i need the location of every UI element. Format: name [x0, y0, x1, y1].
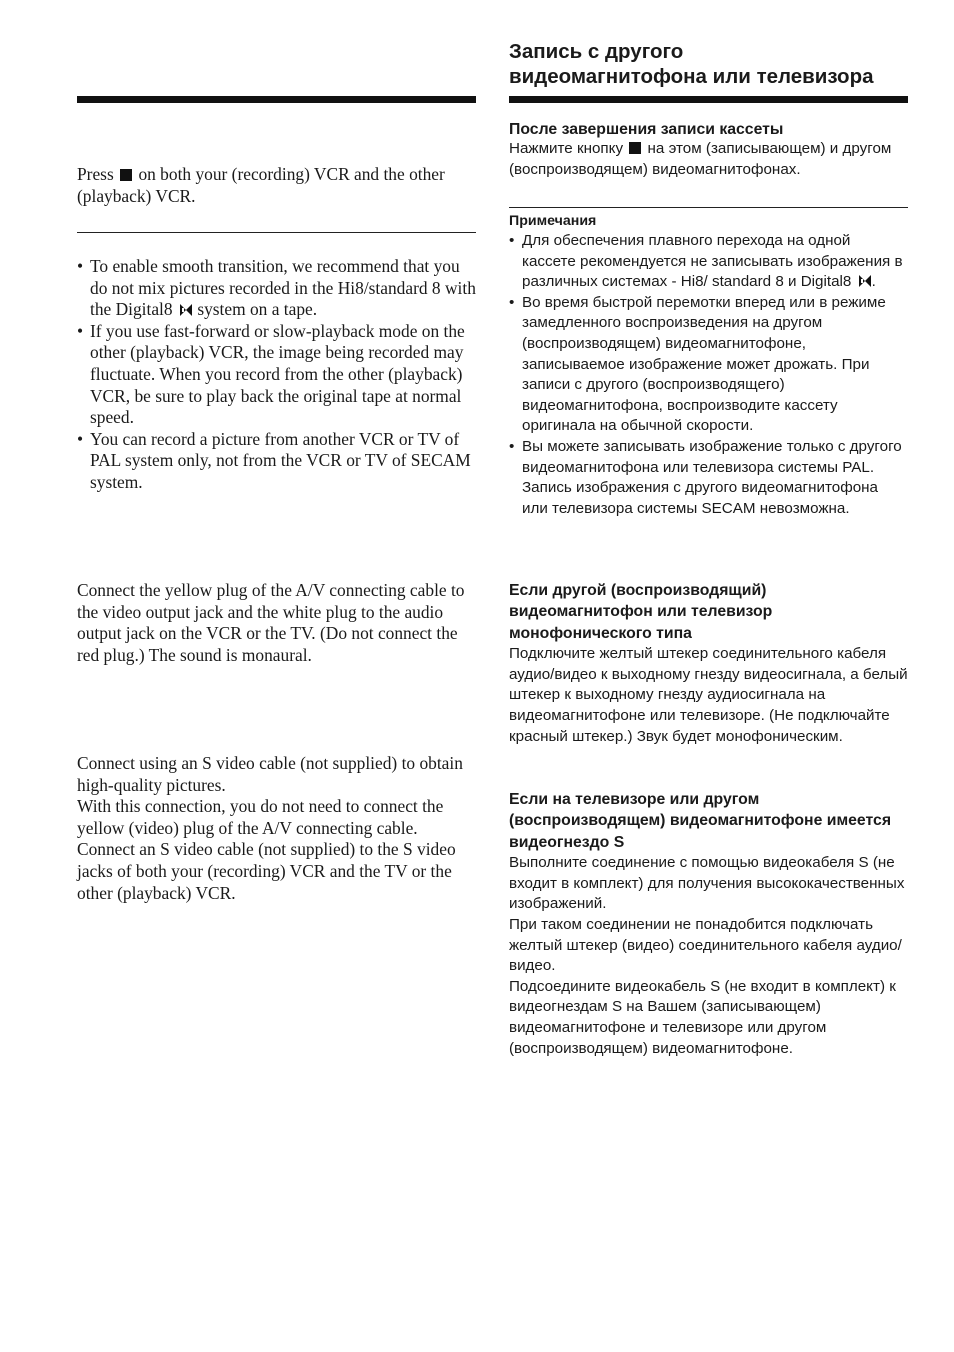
svideo-heading: Если на телевизоре или другом (воспроизводящем) видеомагнитофоне имеется видеогнездо S	[509, 791, 892, 851]
note-item: • Во время быстрой перемотки вперед или в режиме замедленного воспроизведения на другом (воспроизводящем) видеомагнитофоне, записываемое изображение может дрожать. При записи с другого (воспроизводящего) видеомагнитофона, воспроизводите кассету оригинала на обычной скорости.	[509, 293, 886, 435]
notes-rule	[509, 207, 908, 208]
notes-list	[77, 256, 476, 494]
note-item: • Для обеспечения плавного перехода на одной кассете рекомендуется не записывать изображения в различных системах - Hi8/ standard 8 и Digital8 .	[509, 232, 903, 291]
monaural-text: Подключите желтый штекер соединительного кабеля аудио/видео к выходному гнезду видеосигнала, а белый штекер к выходному гнезду аудиосигнала на видеомагнитофоне или телевизоре. (Не подключайте красный штекер.) Звук будет монофоническим.	[509, 645, 908, 745]
note-item: • If you use fast-forward or slow-playback mode on the other (playback) VCR, the image being recorded may fluctuate. When you record from the other (playback) VCR, be sure to play back the original tape at normal speed.	[77, 320, 465, 428]
svideo-section: Если на телевизоре или другом (воспроизводящем) видеомагнитофоне имеется видеогнездо S Выполните соединение с помощью видеокабеля S (не входит в комплект) для получения высококачественных изображений. При таком соединении не понадобится подключать желтый штекер (видео) соединительного кабеля аудио/видео. Подсоедините видеокабель S (не входит в комплект) к видеогнездам S на Вашем (записывающем) видеомагнитофоне и телевизоре или другом (воспроизводящем) видеомагнитофоне.	[509, 789, 908, 1059]
digital8-logo-icon	[179, 303, 193, 317]
notes-rule	[77, 232, 476, 233]
end-recording-text: Press on both your (recording) VCR and the other (playback) VCR.	[77, 164, 445, 206]
note-item: • Вы можете записывать изображение только с другого видеомагнитофона или телевизора системы PAL. Запись изображения с другого видеомагнитофона или телевизора системы SECAM невозможна.	[509, 437, 902, 517]
note-item: • To enable smooth transition, we recommend that you do not mix pictures recorded in the Hi8/standard 8 with the Digital8 system on a tape.	[77, 256, 476, 320]
monaural-text: Connect the yellow plug of the A/V connecting cable to the video output jack and the white plug to the audio output jack on the VCR or the TV. (Do not connect the red plug.) The sound is monaural.	[77, 580, 465, 665]
section-rule-thick	[77, 96, 476, 103]
end-recording-section	[509, 119, 908, 181]
monaural-section	[509, 580, 908, 747]
note-item: • You can record a picture from another VCR or TV of PAL system only, not from the VCR or TV of SECAM system.	[77, 428, 471, 492]
page-title: Запись с другого видеомагнитофона или телевизора	[509, 40, 874, 88]
notes-heading: Примечания	[509, 213, 597, 229]
end-recording-text: Нажмите кнопку на этом (записывающем) и другом (воспроизводящем) видеомагнитофонах.	[509, 140, 892, 178]
stop-icon	[629, 142, 641, 154]
notes-section	[509, 212, 908, 519]
monaural-heading: Если другой (воспроизводящий) видеомагнитофон или телевизор монофонического типа	[509, 582, 773, 642]
section-rule-thick	[509, 96, 908, 103]
svideo-text: Connect using an S video cable (not supplied) to obtain high-quality pictures. With this connection, you do not need to connect the yellow (video) plug of the A/V connecting cable. Connect an S video cable (not supplied) to the S video jacks of both your (recording) VCR and the TV or the other (playback) VCR.	[77, 753, 463, 903]
end-recording-heading: После завершения записи кассеты	[509, 121, 784, 138]
stop-icon	[120, 169, 132, 181]
digital8-logo-icon	[858, 274, 872, 288]
